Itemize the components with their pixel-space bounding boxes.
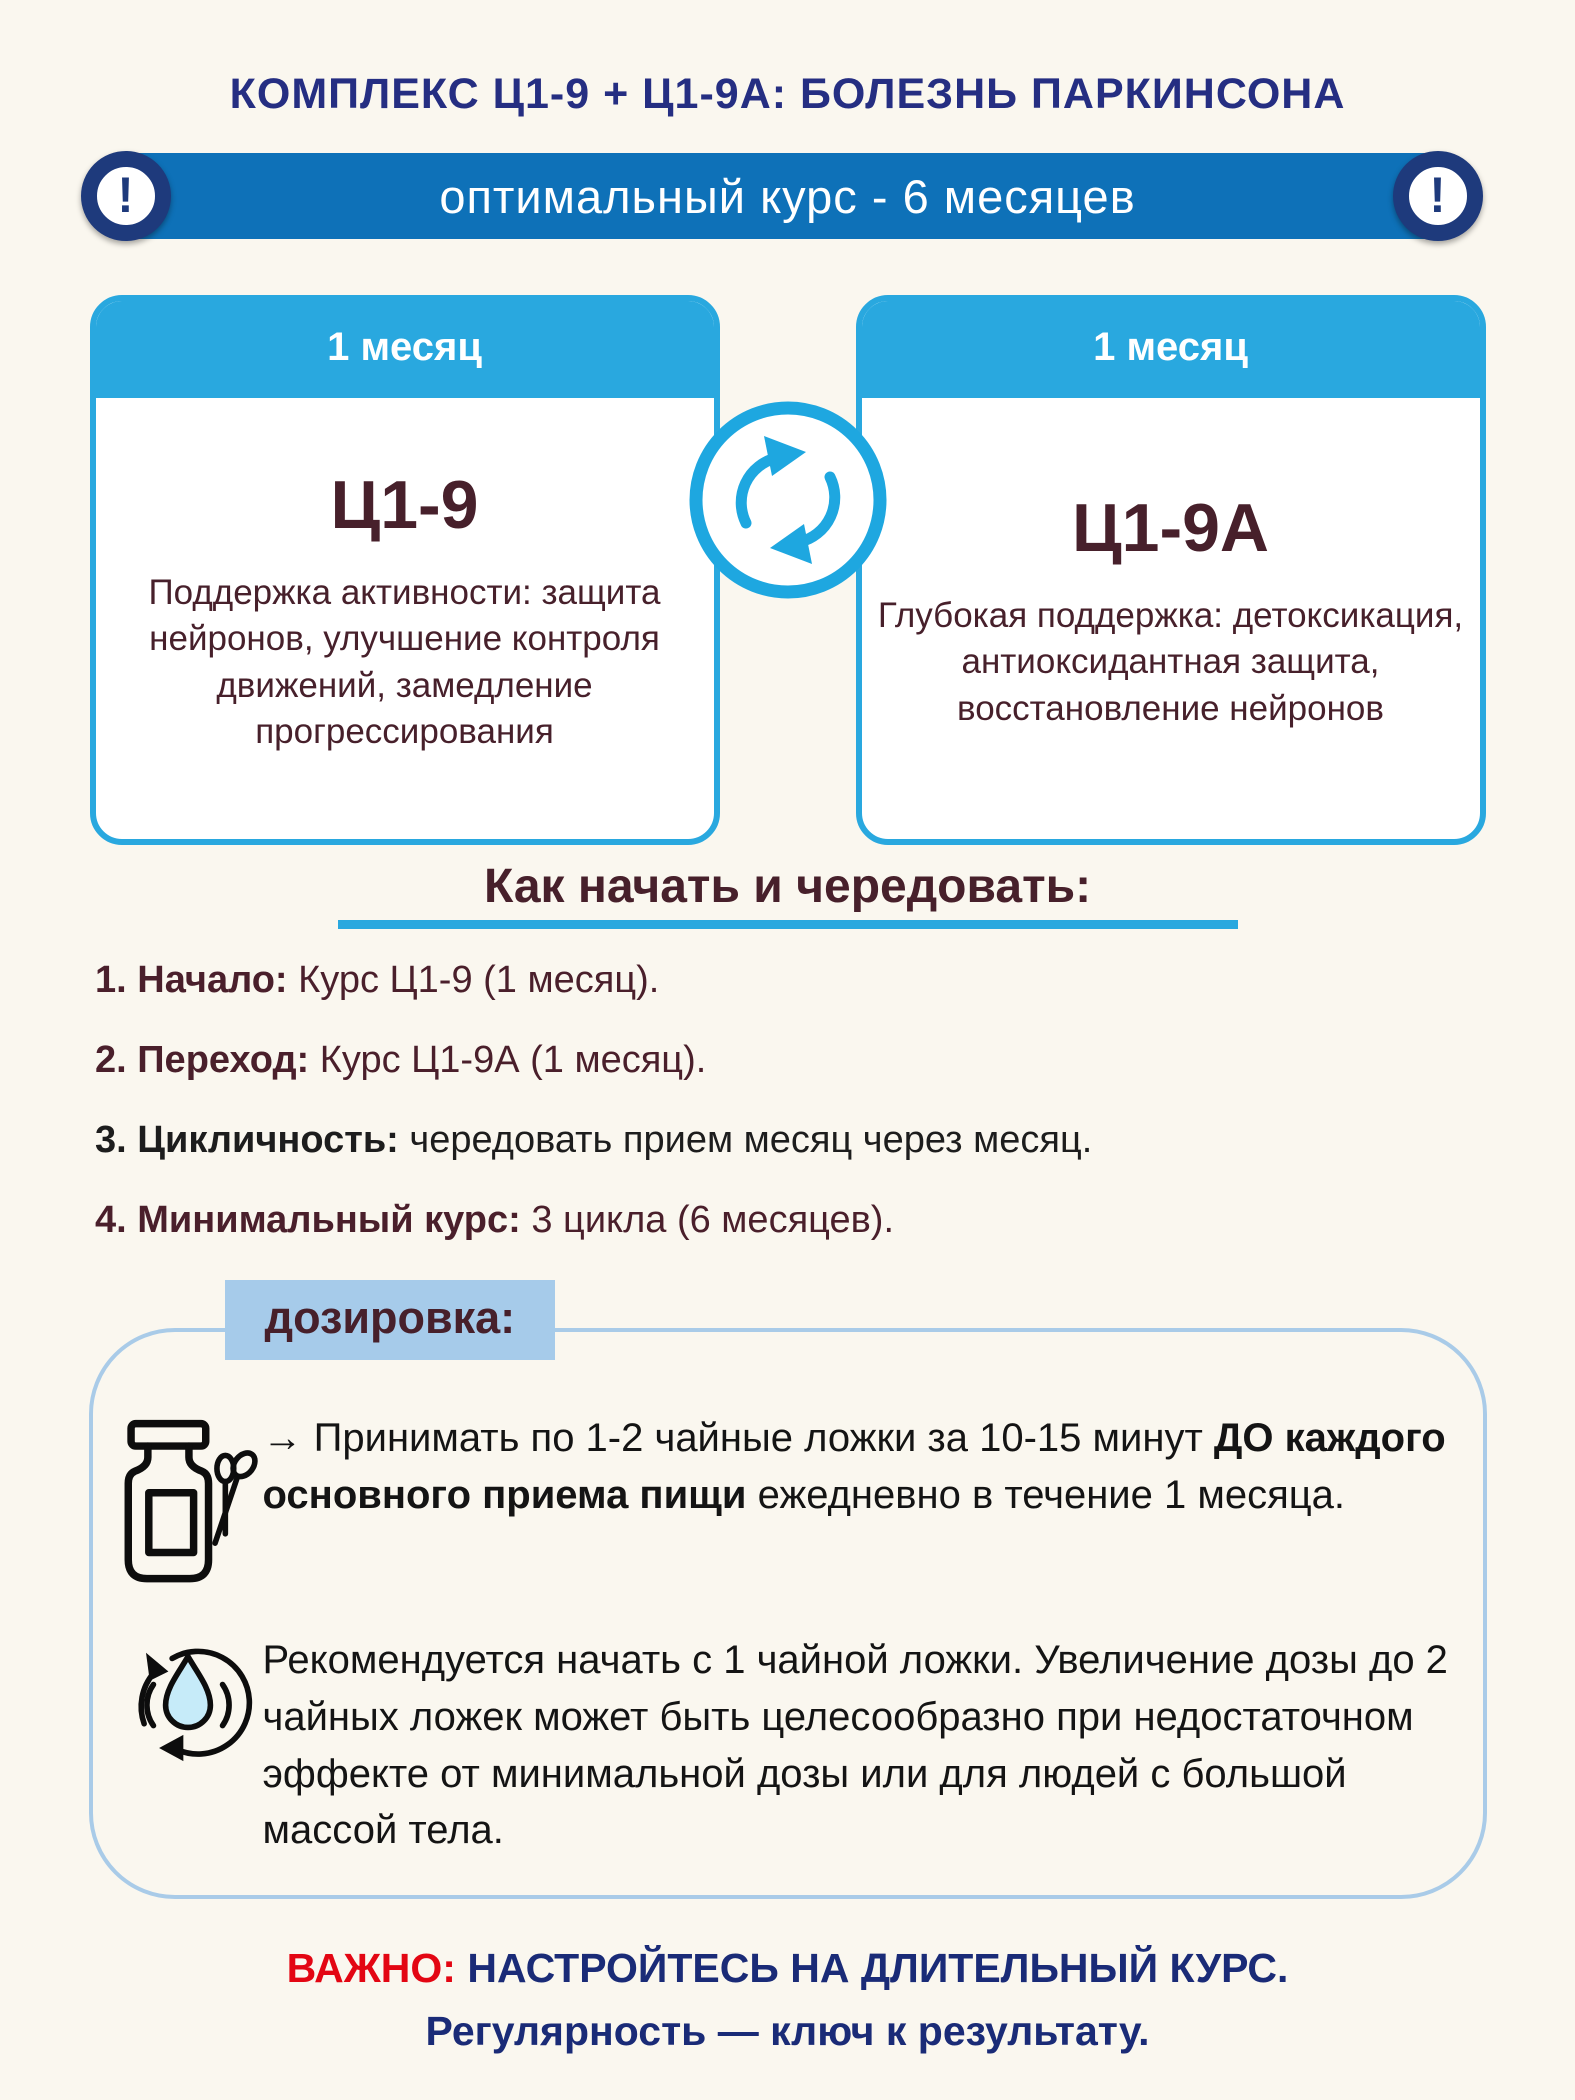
cards-row: [90, 295, 1486, 845]
dosage-instruction-row: [113, 1410, 1449, 1592]
step-text: Курс Ц1-9 (1 месяц).: [298, 959, 660, 1001]
exclamation-icon: !: [1393, 151, 1483, 241]
step-item: [95, 1119, 1575, 1162]
banner-text: оптимальный курс - 6 месяцев: [439, 169, 1136, 223]
dosage-box: [89, 1292, 1487, 1899]
dosage-recommendation-row: [113, 1632, 1449, 1859]
card-duration-header: 1 месяц: [96, 301, 714, 398]
step-item: [95, 1199, 1575, 1242]
dosage-instruction-text: → Принимать по 1-2 чайные ложки за 10-15 минут ДО каждого основного приема пищи ежедневно в течение 1 месяца.: [262, 1416, 1446, 1517]
steps-list: [95, 959, 1575, 1242]
step-text: Курс Ц1-9А (1 месяц).: [319, 1039, 707, 1081]
course-banner: [117, 153, 1453, 239]
water-drop-cycle-icon: [113, 1632, 263, 1776]
card-description: Глубокая поддержка: детоксикация, антиоксидантная защита, восстановление нейронов: [877, 596, 1464, 728]
dosage-recommendation-text: Рекомендуется начать с 1 чайной ложки. Увеличение дозы до 2 чайных ложек может быть целесообразно при недостаточном эффекте от минимальной дозы или для людей с большой массой тела.: [262, 1638, 1448, 1853]
card-description: Поддержка активности: защита нейронов, улучшение контроля движений, замедление прогрессирования: [148, 573, 661, 751]
cycle-arrows-icon: [688, 400, 888, 600]
card-name: Ц1-9: [330, 467, 479, 544]
important-label: ВАЖНО:: [286, 1945, 456, 1992]
step-item: [95, 1039, 1575, 1082]
card-c1-9: [90, 295, 720, 845]
dosage-label: дозировка:: [225, 1280, 556, 1360]
heading-underline: [338, 920, 1238, 929]
footer-line2: Регулярность — ключ к результату.: [425, 2008, 1150, 2055]
step-label: 3. Цикличность:: [95, 1119, 399, 1161]
card-name: Ц1-9А: [1071, 490, 1270, 567]
bottle-and-spoons-icon: [113, 1410, 263, 1592]
card-duration-header: 1 месяц: [862, 301, 1480, 398]
exclamation-icon: !: [81, 151, 171, 241]
step-label: 2. Переход:: [95, 1039, 310, 1081]
how-to-section: [0, 859, 1575, 1242]
footer-note: [0, 1945, 1575, 2055]
footer-line1: ВАЖНО: НАСТРОЙТЕСЬ НА ДЛИТЕЛЬНЫЙ КУРС.: [286, 1945, 1289, 1992]
step-label: 1. Начало:: [95, 959, 288, 1001]
section-heading: Как начать и чередовать:: [483, 860, 1092, 913]
step-text: чередовать прием месяц через месяц.: [409, 1119, 1093, 1161]
step-text: 3 цикла (6 месяцев).: [531, 1199, 895, 1241]
step-item: [95, 959, 1575, 1002]
step-label: 4. Минимальный курс:: [95, 1199, 521, 1241]
page-title: КОМПЛЕКС Ц1-9 + Ц1-9А: БОЛЕЗНЬ ПАРКИНСОНА: [229, 70, 1346, 118]
card-c1-9a: [856, 295, 1486, 845]
